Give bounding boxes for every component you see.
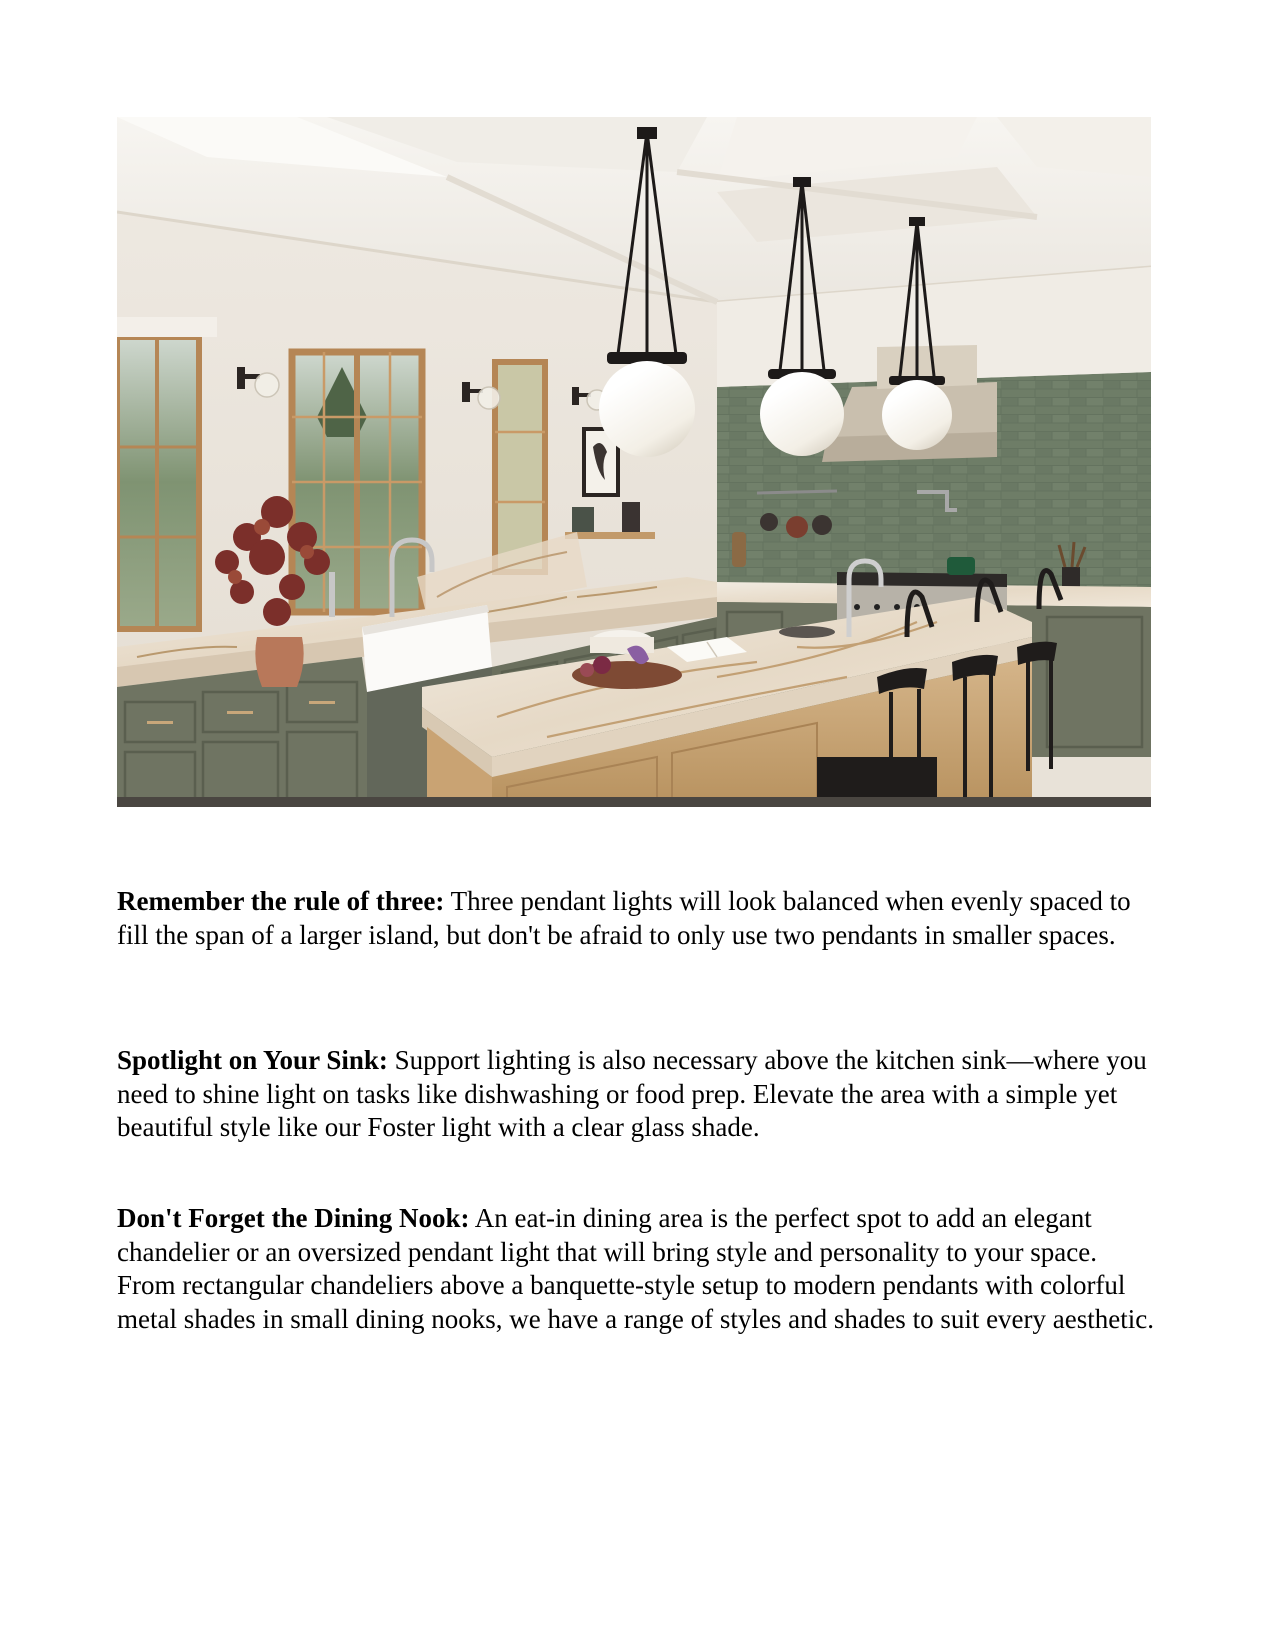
paragraph-spotlight-sink — [117, 1044, 1162, 1145]
paragraph-body: An eat-in dining area is the perfect spot to add an elegant chandelier or an oversized pendant light that will bring style and personality to your space. From rectangular chandeliers above a banquette-style setup to modern pendants with colorful metal shades in small dining nooks, we have a range of styles and shades to suit every aesthetic. — [117, 1203, 1154, 1334]
paragraph-lead: Spotlight on Your Sink: — [117, 1045, 388, 1075]
paragraph-body: Support lighting is also necessary above the kitchen sink—where you need to shine light on tasks like dishwashing or food prep. Elevate the area with a simple yet beautiful style like our Foster light with a clear glass shade. — [117, 1045, 1147, 1142]
paragraph-lead: Don't Forget the Dining Nook: — [117, 1203, 470, 1233]
paragraph-rule-of-three — [117, 885, 1162, 952]
paragraph-dining-nook — [117, 1202, 1162, 1336]
paragraph-body: Three pendant lights will look balanced when evenly spaced to fill the span of a larger island, but don't be afraid to only use two pendants in smaller spaces. — [117, 886, 1131, 950]
kitchen-illustration — [117, 117, 1151, 807]
paragraph-lead: Remember the rule of three: — [117, 886, 445, 916]
kitchen-photo — [117, 117, 1151, 807]
